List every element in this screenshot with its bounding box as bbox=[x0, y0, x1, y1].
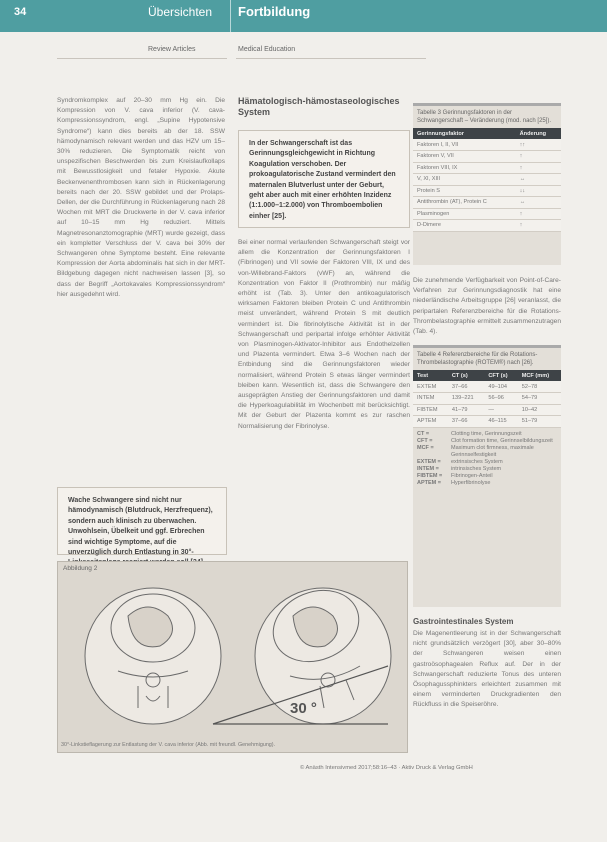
table-cell: ↑↑ bbox=[516, 139, 561, 151]
table-cell: FIBTEM bbox=[413, 404, 448, 416]
section-label: Übersichten bbox=[148, 5, 213, 19]
table-cell: V, XI, XIII bbox=[413, 174, 516, 186]
legend-row bbox=[417, 459, 557, 466]
table-row bbox=[413, 197, 561, 209]
table-3-caption: Tabelle 3 Gerinnungsfaktoren in der Schwangerschaft – Veränderung (mod. nach [25]). bbox=[417, 110, 552, 124]
legend-key: CT = bbox=[417, 430, 430, 437]
left-column-text: Syndromkomplex auf 20–30 mm Hg ein. Die Kompression von V. cava inferior (V. cava-Kompressionssyndrom, engl. „Supine Hypotensive Syndrome“) kann dies bereits ab der 18. SSW hämodynamisch relevant werden und das HZV um 15–30% reduzieren. Die Symptomatik reicht von unspezifischen Beschwerden bis zum Kreislaufkollaps mit Bewusstlosigkeit und fetaler Hypoxie. Akute Beckenvenenthrombosen kann sich in Rückenlagerung bereits nach der 20. SSW gebildet und der Prolaps-Dellen, der die Durchführung in Rückenlagerung nach 28 Wochen mit MRT die Druckwerte in der V. cava inferior auf 10–15 mm Hg reduziert. Mittels Magnetresonanztomographie (MRT) wurde gezeigt, dass ein kompletter Verschluss der V. cava bei 30% der Schwangeren ohne Symptome besteht. Eine relevante Kompression der Aorta abdominalis hat sich in der MRT-Bildgebung dagegen nicht nachweisen lassen [3], so dass der Begriff „Aortokavales Kompressionssyndrom“ hier ausgedehnt wird. bbox=[57, 97, 225, 298]
legend-key: MCF = bbox=[417, 444, 434, 451]
table-4-header-cell: Test bbox=[413, 370, 448, 381]
legend-row bbox=[417, 466, 557, 473]
header-bar bbox=[0, 0, 607, 32]
table-row bbox=[413, 174, 561, 186]
table-4-header-cell: CFT (s) bbox=[484, 370, 517, 381]
table-row bbox=[413, 208, 561, 220]
table-3-grid bbox=[413, 128, 561, 232]
table-4 bbox=[413, 345, 561, 607]
table-4-legend bbox=[413, 428, 561, 490]
legend-row bbox=[417, 445, 557, 459]
legend-row bbox=[417, 480, 557, 487]
table-row bbox=[413, 139, 561, 151]
angle-label: 30 ° bbox=[290, 700, 317, 717]
legend-key: APTEM = bbox=[417, 479, 441, 486]
table-cell: 139–221 bbox=[448, 393, 484, 405]
table-cell: ↔ bbox=[516, 197, 561, 209]
table-cell: Plasminogen bbox=[413, 208, 516, 220]
table-cell: 46–115 bbox=[484, 416, 517, 428]
table-row bbox=[413, 393, 561, 405]
table-cell: ↑ bbox=[516, 151, 561, 163]
right-text-1: Die zunehmende Verfügbarkeit von Point-of-Care-Verfahren zur Gerinnungsdiagnostik hat eine niederländische Arbeitsgruppe [26] veranlasst, die peripartalen Referenzbereiche für die Rotations-Thrombelastographie ermittelt zusammenzutragen (Tab. 4). bbox=[413, 277, 561, 336]
category-label: Fortbildung bbox=[238, 4, 311, 19]
figure-caption: 30°-Linkstieflagerung zur Entlastung der V. cava inferior (Abb. mit freundl. Genehmigung). bbox=[61, 742, 276, 749]
legend-key: FIBTEM = bbox=[417, 472, 443, 479]
table-cell: Protein S bbox=[413, 185, 516, 197]
table-cell: 56–96 bbox=[484, 393, 517, 405]
gi-heading: Gastrointestinales System bbox=[413, 617, 514, 626]
figure-2 bbox=[57, 561, 408, 753]
table-cell: 52–78 bbox=[518, 381, 561, 393]
figure-illustration bbox=[58, 576, 407, 736]
table-cell: 54–79 bbox=[518, 393, 561, 405]
page-footer: © Anästh Intensivmed 2017;58:16–43 · Aktiv Druck & Verlag GmbH bbox=[300, 765, 473, 771]
table-row bbox=[413, 151, 561, 163]
table-cell: ↑ bbox=[516, 220, 561, 232]
legend-value: Clot formation time, Gerinnselbildungszeit bbox=[451, 437, 553, 444]
right-subheader: Medical Education bbox=[238, 46, 296, 53]
left-subheader: Review Articles bbox=[148, 46, 196, 53]
pregnant-supine-illustration bbox=[85, 588, 221, 724]
table-cell: INTEM bbox=[413, 393, 448, 405]
table-cell: Faktoren I, II, VII bbox=[413, 139, 516, 151]
table-cell: ↔ bbox=[516, 174, 561, 186]
table-cell: ↑ bbox=[516, 162, 561, 174]
table-row bbox=[413, 416, 561, 428]
legend-row bbox=[417, 431, 557, 438]
figure-title: Abbildung 2 bbox=[63, 565, 98, 572]
mid-heading: Hämatologisch-hämostaseologisches System bbox=[238, 96, 400, 117]
legend-value: Clotting time, Gerinnungszeit bbox=[451, 430, 522, 437]
table-cell: 51–79 bbox=[518, 416, 561, 428]
table-row bbox=[413, 162, 561, 174]
table-cell: D-Dimere bbox=[413, 220, 516, 232]
legend-value: Hyperfibrinolyse bbox=[451, 479, 491, 486]
legend-key: EXTEM = bbox=[417, 458, 441, 465]
table-cell: ↑ bbox=[516, 208, 561, 220]
table-cell: Antithrombin (AT), Protein C bbox=[413, 197, 516, 209]
table-row bbox=[413, 381, 561, 393]
table-row bbox=[413, 220, 561, 232]
table-3-header-cell: Änderung bbox=[516, 128, 561, 139]
table-row bbox=[413, 185, 561, 197]
table-cell: 37–66 bbox=[448, 381, 484, 393]
gi-text: Die Magenentleerung ist in der Schwangerschaft nicht grundsätzlich verzögert [30], aber 30–80% der Schwangeren weisen einen gastroösophagealen Reflux auf. Der in der Schwangerschaft reduzierte Tonus des unteren Ösophagussphinkters erleichtert zusammen mit einem verminderten Druckgradienten den Rückfluss in die Speiseröhre. bbox=[413, 630, 561, 709]
left-key-box: Wache Schwangere sind nicht nur hämodynamisch (Blutdruck, Herzfrequenz), sondern auch klinisch zu überwachen. Unwohlsein, Übelkeit und ggf. Erbrechen sind wichtige Symptome, auf die unverzüglich durch Entlastung in 30°- bbox=[57, 487, 227, 555]
page-number: 34 bbox=[14, 6, 27, 18]
legend-key: CFT = bbox=[417, 437, 433, 444]
legend-value: extrinsisches System bbox=[451, 458, 503, 465]
mid-key-box: In der Schwangerschaft ist das Gerinnungsgleichgewicht in Richtung Koagulation verschoben. Der prokoagulatorische Zustand vermindert den maternalen Blutverlust unter der Geburt, geht aber auch mit einer erhöhten Inzidenz (1:1.000–1:2.000) von Thromboembolien einher [25]. bbox=[238, 130, 410, 228]
legend-value: Maximum clot firmness, maximale Gerinnselfestigkeit bbox=[451, 444, 534, 458]
table-3 bbox=[413, 103, 561, 265]
table-3-header-cell: Gerinnungsfaktor bbox=[413, 128, 516, 139]
header-divider bbox=[230, 0, 231, 32]
legend-row bbox=[417, 473, 557, 480]
table-cell: Faktoren VIII, IX bbox=[413, 162, 516, 174]
table-4-header-cell: CT (s) bbox=[448, 370, 484, 381]
right-rule bbox=[236, 58, 426, 59]
table-4-caption: Tabelle 4 Referenzbereiche für die Rotations-Thrombelastographie (ROTEM®) nach [26]. bbox=[417, 352, 538, 366]
table-4-header-cell: MCF (mm) bbox=[518, 370, 561, 381]
legend-value: intrinsisches System bbox=[451, 465, 502, 472]
legend-value: Fibrinogen-Anteil bbox=[451, 472, 493, 479]
pregnant-tilted-illustration bbox=[255, 578, 391, 724]
table-cell: ↓↓ bbox=[516, 185, 561, 197]
table-cell: APTEM bbox=[413, 416, 448, 428]
table-row bbox=[413, 404, 561, 416]
table-cell: 49–104 bbox=[484, 381, 517, 393]
mid-column-text: Bei einer normal verlaufenden Schwangerschaft steigt vor allem die Konzentration der Gerinnungsfaktoren I (Fibrinogen) und VII sowie der Faktoren VIII, IX und des von-Willebrand-Faktors (vWF) an, während die Konzentration von Faktor II (Prothrombin) nur mäßig erhöht ist (Tab. 3). Unter den antikoagulatorisch wirksamen Faktoren bleiben Protein C und Antithrombin meist unverändert, während Protein S mit deutlich vermindert ist. Die fibrinolytische Aktivität ist in der Schwangerschaft und peripartal infolge erhöhter Aktivität von Plasminogen-Aktivator-Inhibitor aus Endothelzellen und Plazenta vermindert. Etwa 3–6 Wochen nach der Entbindung sind die Gerinnungsfaktoren wieder normalisiert, während Protein S etwas länger vermindert bleiben kann. Wesentlich ist, dass die Schwangere den ausgeprägten Anstieg der Gerinnungsfaktoren und damit die Hyperkoagulabilität im Wochenbett mit berücksichtigt. Mit der Geburt der Plazenta kommt es zur raschen Normalisierung der Fibrinolyse. bbox=[238, 239, 410, 430]
table-cell: EXTEM bbox=[413, 381, 448, 393]
table-cell: — bbox=[484, 404, 517, 416]
table-cell: 41–79 bbox=[448, 404, 484, 416]
left-rule bbox=[57, 58, 227, 59]
table-cell: 10–42 bbox=[518, 404, 561, 416]
table-cell: Faktoren V, VII bbox=[413, 151, 516, 163]
table-cell: 37–66 bbox=[448, 416, 484, 428]
legend-row bbox=[417, 438, 557, 445]
table-4-grid bbox=[413, 370, 561, 428]
legend-key: INTEM = bbox=[417, 465, 439, 472]
